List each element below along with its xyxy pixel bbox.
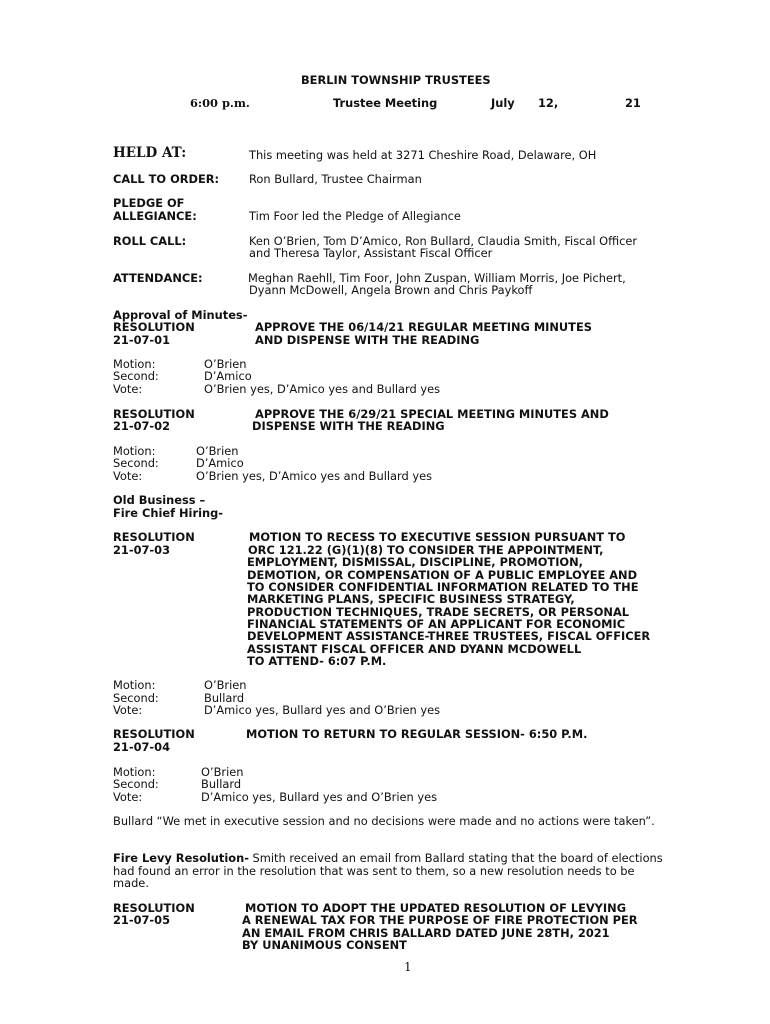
res3-text-9: DEVELOPMENT ASSISTANCE-THREE TRUSTEES, FISCAL OFFICER	[247, 629, 651, 643]
res4-text-1: MOTION TO RETURN TO REGULAR SESSION- 6:50 P.M.	[246, 727, 588, 741]
res3-text-10: ASSISTANT FISCAL OFFICER AND DYANN MCDOWELL	[247, 642, 582, 656]
attendance-label: ATTENDANCE:	[113, 271, 203, 285]
res3-text-8: FINANCIAL STATEMENTS OF AN APPLICANT FOR ECONOMIC	[247, 617, 626, 631]
res3-text-4: DEMOTION, OR COMPENSATION OF A PUBLIC EMPLOYEE AND	[247, 568, 638, 582]
res2-text-1: APPROVE THE 6/29/21 SPECIAL MEETING MINUTES AND	[255, 407, 609, 421]
meeting-year: 21	[625, 96, 641, 110]
res5-text-2: A RENEWAL TAX FOR THE PURPOSE OF FIRE PROTECTION PER	[242, 913, 638, 927]
res1-label: RESOLUTION	[113, 320, 195, 334]
res2-vote: O’Brien yes, D’Amico yes and Bullard yes	[196, 469, 433, 483]
res4-motion: O’Brien	[201, 765, 244, 779]
res1-motion: O’Brien	[204, 357, 247, 371]
roll-call-label: ROLL CALL:	[113, 234, 187, 248]
roll-call-line-2: and Theresa Taylor, Assistant Fiscal Officer	[249, 246, 493, 260]
roll-call-line-1: Ken O’Brien, Tom D’Amico, Ron Bullard, Claudia Smith, Fiscal Officer	[249, 234, 638, 248]
res3-vote: D’Amico yes, Bullard yes and O’Brien yes	[204, 703, 441, 717]
held-at-text: This meeting was held at 3271 Cheshire Road, Delaware, OH	[249, 148, 597, 162]
res3-text-2: ORC 121.22 (G)(1)(8) TO CONSIDER THE APPOINTMENT,	[248, 543, 604, 557]
old-business-heading: Old Business –	[113, 493, 206, 507]
held-at-label: HELD AT:	[113, 145, 187, 161]
res3-text-7: PRODUCTION TECHNIQUES, TRADE SECRETS, OR PERSONAL	[247, 605, 630, 619]
page-number: 1	[404, 960, 412, 974]
meeting-day: 12,	[538, 96, 559, 110]
res5-text-1: MOTION TO ADOPT THE UPDATED RESOLUTION OF LEVYING	[245, 901, 627, 915]
res1-vote: O’Brien yes, D’Amico yes and Bullard yes	[204, 382, 441, 396]
res1-second: D’Amico	[204, 369, 252, 383]
res2-vote-label: Vote:	[113, 469, 143, 483]
res3-text-11: TO ATTEND- 6:07 P.M.	[247, 654, 387, 668]
res3-motion-label: Motion:	[113, 678, 156, 692]
call-to-order-label: CALL TO ORDER:	[113, 172, 220, 186]
res4-second: Bullard	[201, 777, 242, 791]
meeting-month: July	[491, 96, 515, 110]
res3-text-3: EMPLOYMENT, DISMISSAL, DISCIPLINE, PROMOTION,	[247, 555, 583, 569]
res1-motion-label: Motion:	[113, 357, 156, 371]
res3-second-label: Second:	[113, 691, 159, 705]
fire-levy-paragraph	[113, 852, 673, 890]
res5-text-3: AN EMAIL FROM CHRIS BALLARD DATED JUNE 28TH, 2021	[242, 926, 610, 940]
pledge-text: Tim Foor led the Pledge of Allegiance	[249, 209, 461, 223]
res3-second: Bullard	[204, 691, 245, 705]
res4-number: 21-07-04	[113, 740, 171, 754]
res1-second-label: Second:	[113, 369, 159, 383]
res4-motion-label: Motion:	[113, 765, 156, 779]
attendance-line-1: Meghan Raehll, Tim Foor, John Zuspan, William Morris, Joe Pichert,	[248, 271, 626, 285]
res2-second: D’Amico	[196, 456, 244, 470]
pledge-label-2: ALLEGIANCE:	[113, 209, 197, 223]
res1-text-1: APPROVE THE 06/14/21 REGULAR MEETING MINUTES	[255, 320, 592, 334]
res2-number: 21-07-02	[113, 419, 171, 433]
res3-motion: O’Brien	[204, 678, 247, 692]
res2-motion-label: Motion:	[113, 444, 156, 458]
fire-levy-text: Smith received an email from Ballard stating that the board of elections had found an error in the resolution that was sent to them, so a new resolution needs to be made.	[113, 851, 663, 891]
res4-second-label: Second:	[113, 777, 159, 791]
approval-heading: Approval of Minutes-	[113, 308, 248, 322]
bullard-statement: Bullard “We met in executive session and no decisions were made and no actions were taken”.	[113, 814, 655, 828]
res2-text-2: DISPENSE WITH THE READING	[252, 419, 445, 433]
attendance-line-2: Dyann McDowell, Angela Brown and Chris Paykoff	[249, 283, 533, 297]
res3-label: RESOLUTION	[113, 530, 195, 544]
res5-number: 21-07-05	[113, 913, 171, 927]
call-to-order-text: Ron Bullard, Trustee Chairman	[249, 172, 422, 186]
fire-chief-hiring-heading: Fire Chief Hiring-	[113, 506, 223, 520]
res5-text-4: BY UNANIMOUS CONSENT	[242, 938, 407, 952]
res2-label: RESOLUTION	[113, 407, 195, 421]
fire-levy-label: Fire Levy Resolution-	[113, 851, 249, 865]
res3-text-1: MOTION TO RECESS TO EXECUTIVE SESSION PURSUANT TO	[249, 530, 626, 544]
meeting-type: Trustee Meeting	[333, 96, 438, 110]
res1-text-2: AND DISPENSE WITH THE READING	[255, 333, 480, 347]
pledge-label-1: PLEDGE OF	[113, 196, 185, 210]
res4-vote-label: Vote:	[113, 790, 143, 804]
res1-vote-label: Vote:	[113, 382, 143, 396]
res2-second-label: Second:	[113, 456, 159, 470]
res4-label: RESOLUTION	[113, 727, 195, 741]
res3-text-6: MARKETING PLANS, SPECIFIC BUSINESS STRATEGY,	[247, 592, 575, 606]
res3-number: 21-07-03	[113, 543, 171, 557]
res1-number: 21-07-01	[113, 333, 171, 347]
res3-vote-label: Vote:	[113, 703, 143, 717]
res3-text-5: TO CONSIDER CONFIDENTIAL INFORMATION RELATED TO THE	[247, 580, 639, 594]
res2-motion: O’Brien	[196, 444, 239, 458]
res5-label: RESOLUTION	[113, 901, 195, 915]
res4-vote: D’Amico yes, Bullard yes and O’Brien yes	[201, 790, 438, 804]
document-title: BERLIN TOWNSHIP TRUSTEES	[301, 73, 491, 87]
meeting-time: 6:00 p.m.	[190, 96, 250, 110]
